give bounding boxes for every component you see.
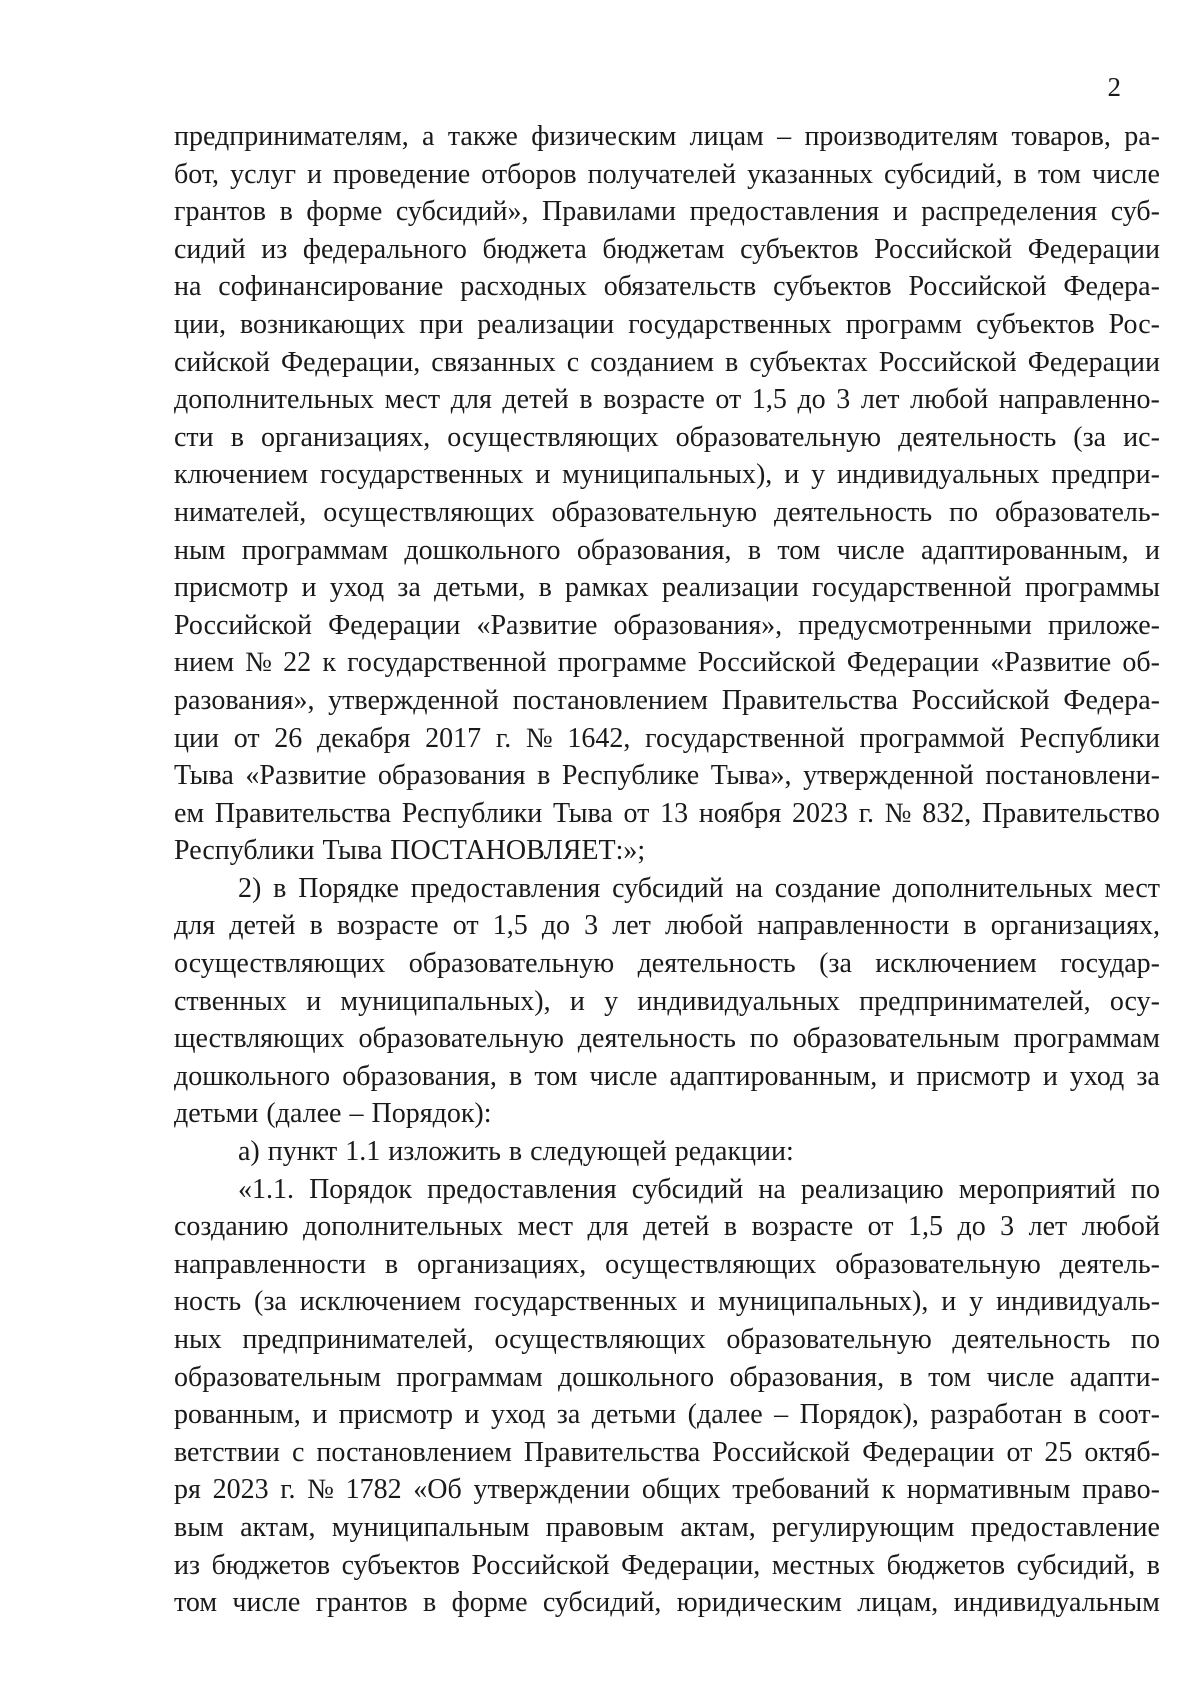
text-line: вым актам, муниципальным правовым актам, регулирующим предоставление [174,1511,1160,1543]
text-line: бот, услуг и проведение отборов получателей указанных субсидий, в том числе [174,158,1160,190]
text-line: сти в организациях, осуществляющих образовательную деятельность (за ис- [174,421,1160,453]
text-line: ветствии с постановлением Правительства Российской Федерации от 25 октяб- [174,1436,1160,1468]
text-line: 2) в Порядке предоставления субсидий на создание дополнительных мест [238,872,1160,904]
text-line: рованным, и присмотр и уход за детьми (далее – Порядок), разработан в соот- [174,1399,1160,1431]
text-line: Российской Федерации «Развитие образования», предусмотренными приложе- [174,609,1160,641]
text-line: Тыва «Развитие образования в Республике Тыва», утвержденной постановлени- [174,760,1160,792]
text-line: ственных и муниципальных), и у индивидуальных предпринимателей, осу- [174,985,1160,1017]
text-line: ключением государственных и муниципальных), и у индивидуальных предпри- [174,459,1160,491]
text-line: том числе грантов в форме субсидий, юридическим лицам, индивидуальным [174,1587,1160,1619]
text-line: направленности в организациях, осуществляющих образовательную деятель- [174,1248,1160,1280]
text-line: Республики Тыва ПОСТАНОВЛЯЕТ:»; [174,835,646,867]
text-line: созданию дополнительных мест для детей в возрасте от 1,5 до 3 лет любой [174,1211,1160,1243]
page-number: 2 [1107,72,1121,102]
text-line: образовательным программам дошкольного образования, в том числе адапти- [174,1361,1160,1393]
text-line: ным программам дошкольного образования, в том числе адаптированным, и [174,534,1160,566]
text-line: для детей в возрасте от 1,5 до 3 лет любой направленности в организациях, [174,910,1160,942]
text-line: сийской Федерации, связанных с созданием в субъектах Российской Федерации [174,346,1160,378]
text-line: ции от 26 декабря 2017 г. № 1642, государственной программой Республики [174,722,1160,754]
text-line: нием № 22 к государственной программе Российской Федерации «Развитие об- [174,647,1160,679]
text-line: ных предпринимателей, осуществляющих образовательную деятельность по [174,1324,1160,1355]
text-line: ществляющих образовательную деятельность по образовательным программам [174,1023,1160,1055]
text-line: дополнительных мест для детей в возрасте от 1,5 до 3 лет любой направленно- [174,384,1160,416]
text-line: ря 2023 г. № 1782 «Об утверждении общих требований к нормативным право- [174,1474,1160,1506]
text-line: сидий из федерального бюджета бюджетам субъектов Российской Федерации [174,233,1160,265]
text-line: из бюджетов субъектов Российской Федерации, местных бюджетов субсидий, в [174,1549,1160,1581]
text-line: ем Правительства Республики Тыва от 13 ноября 2023 г. № 832, Правительство [174,797,1160,829]
text-line: предпринимателям, а также физическим лицам – производителям товаров, ра- [174,121,1160,152]
text-line: нимателей, осуществляющих образовательную деятельность по образователь- [174,496,1160,528]
document-body [174,118,1160,1622]
text-line: на софинансирование расходных обязательств субъектов Российской Федера- [174,271,1160,303]
text-line: ции, возникающих при реализации государственных программ субъектов Рос- [174,308,1160,340]
text-line: грантов в форме субсидий», Правилами предоставления и распределения суб- [174,196,1160,228]
text-line: присмотр и уход за детьми, в рамках реализации государственной программы [174,572,1160,604]
text-line: «1.1. Порядок предоставления субсидий на реализацию мероприятий по [238,1173,1160,1205]
text-line: ность (за исключением государственных и муниципальных), и у индивидуаль- [174,1286,1160,1318]
text-line: детьми (далее – Порядок): [174,1098,492,1130]
text-line: дошкольного образования, в том числе адаптированным, и присмотр и уход за [174,1060,1160,1092]
text-line: разования», утвержденной постановлением Правительства Российской Федера- [174,684,1160,716]
text-line: осуществляющих образовательную деятельность (за исключением государ- [174,948,1160,980]
text-line: а) пункт 1.1 изложить в следующей редакции: [238,1136,794,1168]
